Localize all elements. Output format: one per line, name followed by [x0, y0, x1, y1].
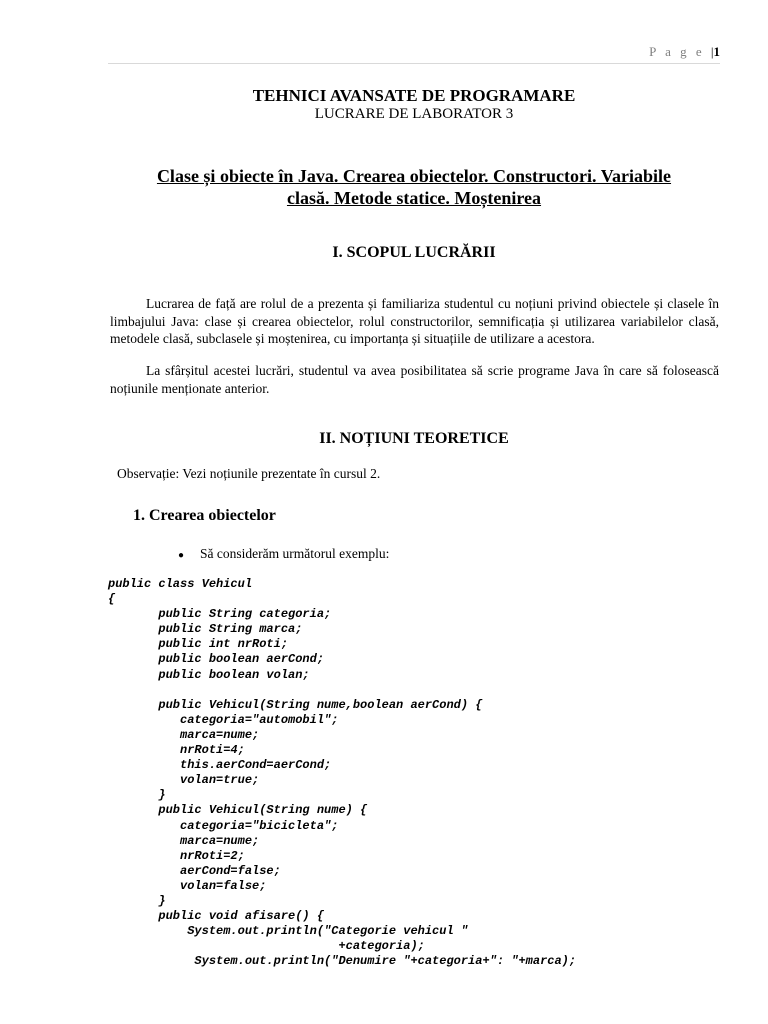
- paragraph-scope-1: [110, 295, 719, 348]
- code-line: public int nrRoti;: [108, 637, 289, 652]
- code-line: volan=true;: [108, 773, 260, 788]
- code-line: +categoria);: [108, 939, 425, 954]
- section-heading-theory: II. NOȚIUNI TEORETICE: [319, 430, 509, 447]
- observation-note: Observație: Vezi noțiunile prezentate în cursul 2.: [117, 466, 381, 481]
- code-line: }: [108, 893, 166, 908]
- code-line: public boolean aerCond;: [108, 652, 325, 667]
- code-line: volan=false;: [108, 878, 267, 893]
- lab-title-line-1: Clase și obiecte în Java. Crearea obiectelor. Constructori. Variabile: [156, 166, 672, 186]
- code-line: }: [108, 788, 166, 803]
- code-line: [108, 683, 576, 698]
- code-line: public Vehicul(String nume,boolean aerCond) {: [108, 697, 483, 712]
- lab-title-line-2: clasă. Metode statice. Moștenirea: [286, 188, 542, 208]
- code-block: [108, 577, 576, 969]
- code-line: public class Vehicul: [108, 577, 253, 591]
- code-line: public String marca;: [108, 622, 303, 637]
- lab-title: [108, 165, 720, 209]
- code-line: System.out.println("Categorie vehicul ": [108, 924, 469, 939]
- header-divider: [108, 63, 720, 64]
- bullet-dot-icon: ●: [178, 550, 185, 561]
- code-line: marca=nume;: [108, 833, 260, 848]
- code-line: categoria="bicicleta";: [108, 818, 339, 833]
- lab-number: LUCRARE DE LABORATOR 3: [314, 106, 514, 122]
- bullet-text: Să considerăm următorul exemplu:: [200, 546, 390, 561]
- code-line: public void afisare() {: [108, 909, 325, 924]
- page-label: P a g e: [649, 44, 705, 59]
- section-heading-scope: I. SCOPUL LUCRĂRII: [332, 244, 496, 261]
- code-line: categoria="automobil";: [108, 712, 339, 727]
- code-line: public boolean volan;: [108, 667, 310, 682]
- page-number: 1: [713, 44, 720, 59]
- page-header: [110, 44, 720, 60]
- code-line: {: [108, 592, 116, 607]
- code-line: public String categoria;: [108, 607, 332, 622]
- code-line: marca=nume;: [108, 727, 260, 742]
- code-line: aerCond=false;: [108, 863, 281, 878]
- code-line: nrRoti=2;: [108, 848, 245, 863]
- code-line: System.out.println("Denumire "+categoria+": "+marca);: [108, 954, 577, 969]
- page-separator: |: [710, 44, 714, 59]
- paragraph-scope-2-text: La sfârșitul acestei lucrări, studentul va avea posibilitatea să scrie programe Java în care să folosească noțiunile menționate anterior.: [110, 363, 719, 396]
- code-line: public Vehicul(String nume) {: [108, 803, 368, 818]
- bullet-item: [178, 546, 389, 562]
- course-title: TEHNICI AVANSATE DE PROGRAMARE: [252, 86, 576, 105]
- code-line: this.aerCond=aerCond;: [108, 758, 332, 773]
- paragraph-scope-1-text: Lucrarea de față are rolul de a prezenta și familiariza studentul cu noțiuni privind obiectele și clasele în limbajului Java: clase și crearea obiectelor, rolul constructorilor, semnificația și utilizarea variabilelor clasă, metodele clasă, subclasele și moștenirea, cu importanța și situațiile de utilizare a acestora.: [110, 296, 719, 347]
- subsection-heading: 1. Crearea obiectelor: [133, 507, 276, 524]
- paragraph-scope-2: [110, 362, 719, 397]
- code-line: nrRoti=4;: [108, 743, 245, 758]
